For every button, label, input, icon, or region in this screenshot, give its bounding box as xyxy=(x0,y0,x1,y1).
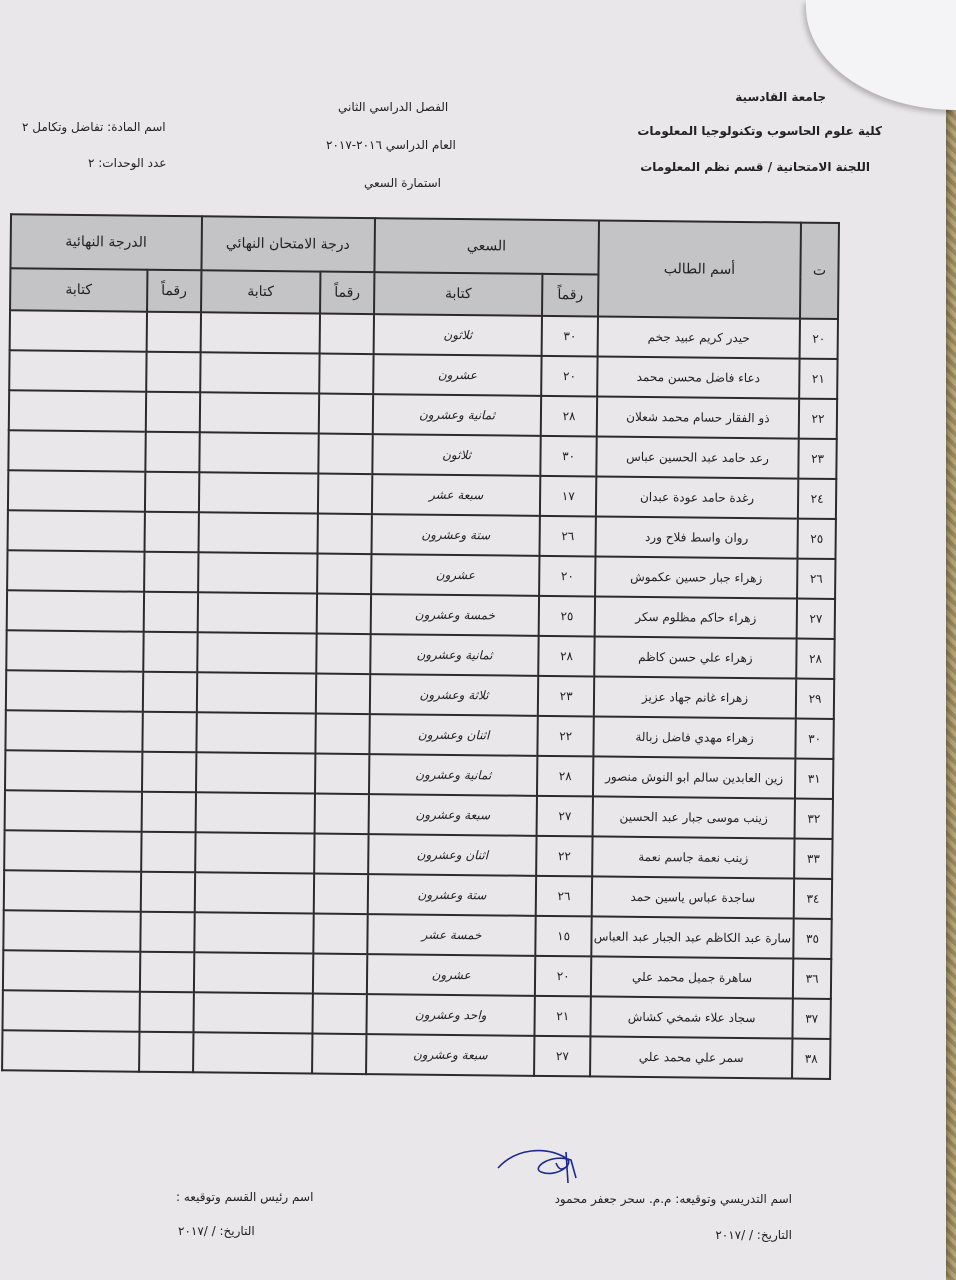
row-index: ٣١ xyxy=(795,759,833,799)
final-numeric xyxy=(142,792,196,833)
final-numeric xyxy=(141,872,195,913)
final-numeric xyxy=(144,592,198,633)
college-name: كلية علوم الحاسوب وتكنولوجيا المعلومات xyxy=(637,124,882,138)
effort-numeric: ٢٨ xyxy=(539,636,595,677)
exam-written xyxy=(199,392,319,433)
row-index: ٣٣ xyxy=(794,839,832,879)
university-name: جامعة القادسية xyxy=(735,90,826,104)
effort-numeric: ٣٠ xyxy=(542,316,598,357)
final-written xyxy=(5,750,142,791)
final-numeric xyxy=(145,472,199,513)
final-numeric xyxy=(142,712,196,753)
exam-numeric xyxy=(313,914,367,955)
row-index: ٣٤ xyxy=(794,879,832,919)
row-index: ٣٧ xyxy=(793,999,831,1039)
student-name: سمر علي محمد علي xyxy=(590,1036,793,1078)
student-name: زهراء مهدي فاضل زبالة xyxy=(593,716,796,758)
final-written xyxy=(9,390,146,431)
row-index: ٢١ xyxy=(799,359,837,399)
effort-numeric: ٢٦ xyxy=(536,876,592,917)
exam-written xyxy=(198,512,318,553)
col-name-header: أسم الطالب xyxy=(598,220,801,318)
exam-numeric xyxy=(315,794,369,835)
effort-numeric: ٢٢ xyxy=(537,836,593,877)
student-name: حيدر كريم عبيد جخم xyxy=(597,316,800,358)
student-name: ذو الفقار حسام محمد شعلان xyxy=(597,396,800,438)
student-name: رغدة حامد عودة عبدان xyxy=(596,476,799,518)
committee-name: اللجنة الامتحانية / قسم نظم المعلومات xyxy=(640,160,870,174)
row-index: ٢٩ xyxy=(796,679,834,719)
student-name: سجاد علاء شمخي كشاش xyxy=(590,996,793,1038)
exam-written xyxy=(193,992,313,1033)
teacher-signature-label: اسم التدريسي وتوقيعه: م.م. سحر جعفر محمود xyxy=(554,1192,792,1206)
effort-numeric: ١٥ xyxy=(536,916,592,957)
effort-numeric: ٢٠ xyxy=(535,956,591,997)
student-name: زهراء علي حسن كاظم xyxy=(594,636,797,678)
effort-numeric: ٢٢ xyxy=(538,716,594,757)
final-written xyxy=(8,470,145,511)
effort-written: اثنان وعشرون xyxy=(368,834,537,876)
exam-numeric xyxy=(318,514,372,555)
row-index: ٣٠ xyxy=(795,719,833,759)
final-written xyxy=(8,430,145,471)
semester: الفصل الدراسي الثاني xyxy=(338,100,449,114)
effort-numeric: ٢٦ xyxy=(540,516,596,557)
exam-written xyxy=(196,672,316,713)
form-title: استمارة السعي xyxy=(364,176,441,190)
exam-numeric xyxy=(314,834,368,875)
final-numeric-header: رقماً xyxy=(147,270,201,313)
col-final-exam-header: درجة الامتحان النهائي xyxy=(201,216,375,272)
final-written xyxy=(3,950,140,991)
final-written xyxy=(3,910,140,951)
exam-numeric xyxy=(318,474,372,515)
row-index: ٣٥ xyxy=(793,919,831,959)
final-numeric xyxy=(147,312,201,353)
head-signature-label: اسم رئيس القسم وتوقيعه : xyxy=(176,1190,314,1204)
row-index: ٢٤ xyxy=(798,479,836,519)
effort-numeric-header: رقماً xyxy=(542,274,598,317)
final-numeric xyxy=(146,392,200,433)
signature-image xyxy=(496,1138,586,1198)
effort-written: ستة وعشرون xyxy=(371,514,540,556)
effort-written: خمسة وعشرون xyxy=(370,594,539,636)
date-left: التاريخ: / /٢٠١٧ xyxy=(178,1224,255,1238)
exam-numeric xyxy=(319,394,373,435)
final-numeric xyxy=(142,752,196,793)
student-name: زين العابدين سالم ابو النوش منصور xyxy=(593,756,796,798)
exam-numeric xyxy=(314,874,368,915)
effort-written: سبعة وعشرون xyxy=(368,794,537,836)
effort-written: ثلاثة وعشرون xyxy=(370,674,539,716)
final-numeric xyxy=(139,1032,193,1073)
units-count: عدد الوحدات: ٢ xyxy=(88,156,167,170)
effort-numeric: ٢٨ xyxy=(541,396,597,437)
student-name: روان واسط فلاح ورد xyxy=(595,516,798,558)
student-name: زهراء جبار حسين عكموش xyxy=(595,556,798,598)
student-name: ساجدة عباس ياسين حمد xyxy=(592,876,795,918)
final-written xyxy=(6,670,143,711)
effort-written: اثنان وعشرون xyxy=(369,714,538,756)
academic-year: العام الدراسي ٢٠١٦-٢٠١٧ xyxy=(326,138,456,152)
grades-table xyxy=(1,213,840,1080)
student-name: سارة عبد الكاظم عبد الجبار عبد العباس xyxy=(591,916,794,958)
student-name: ساهرة جميل محمد علي xyxy=(591,956,794,998)
exam-numeric xyxy=(316,714,370,755)
exam-numeric xyxy=(317,594,371,635)
row-index: ٢٥ xyxy=(798,519,836,559)
effort-numeric: ٢٠ xyxy=(539,556,595,597)
effort-written: عشرون xyxy=(373,354,542,396)
effort-written: عشرون xyxy=(367,954,536,996)
table-row xyxy=(2,1030,830,1079)
final-written xyxy=(9,350,146,391)
final-numeric xyxy=(143,632,197,673)
student-name: رعد حامد عبد الحسين عباس xyxy=(596,436,799,478)
exam-numeric xyxy=(316,674,370,715)
col-index-header: ت xyxy=(800,223,839,319)
final-written xyxy=(4,830,141,871)
grades-table-body xyxy=(2,310,838,1079)
final-numeric xyxy=(140,912,194,953)
final-numeric xyxy=(145,432,199,473)
exam-numeric xyxy=(320,314,374,355)
final-numeric xyxy=(144,552,198,593)
effort-numeric: ٢٣ xyxy=(538,676,594,717)
date-right: التاريخ: / /٢٠١٧ xyxy=(715,1228,792,1242)
final-written-header: كتابة xyxy=(10,268,147,311)
exam-numeric xyxy=(318,434,372,475)
exam-written xyxy=(197,592,317,633)
final-numeric xyxy=(141,832,195,873)
exam-written xyxy=(193,1032,313,1073)
exam-written xyxy=(194,872,314,913)
exam-numeric xyxy=(316,634,370,675)
exam-written-header: كتابة xyxy=(201,270,321,313)
exam-numeric-header: رقماً xyxy=(320,272,374,315)
effort-numeric: ٣٠ xyxy=(541,436,597,477)
exam-written xyxy=(195,792,315,833)
final-written xyxy=(8,510,145,551)
final-written xyxy=(2,990,139,1031)
final-written xyxy=(2,1030,139,1071)
final-written xyxy=(4,870,141,911)
student-name: زينب نعمة جاسم نعمة xyxy=(592,836,795,878)
student-name: دعاء فاضل محسن محمد xyxy=(597,356,800,398)
effort-written-header: كتابة xyxy=(374,272,543,316)
effort-written: سبعة وعشرون xyxy=(366,1034,535,1076)
effort-written: ثلاثون xyxy=(373,314,542,356)
effort-written: ثمانية وعشرون xyxy=(372,394,541,436)
exam-written xyxy=(200,352,320,393)
exam-written xyxy=(194,912,314,953)
row-index: ٢٣ xyxy=(798,439,836,479)
row-index: ٢٧ xyxy=(797,599,835,639)
final-written xyxy=(10,310,147,351)
exam-written xyxy=(198,552,318,593)
exam-written xyxy=(199,432,319,473)
row-index: ٣٦ xyxy=(793,959,831,999)
row-index: ٢٢ xyxy=(799,399,837,439)
exam-written xyxy=(193,952,313,993)
final-numeric xyxy=(144,512,198,553)
col-effort-header: السعي xyxy=(374,218,599,274)
exam-numeric xyxy=(313,994,367,1035)
final-written xyxy=(7,550,144,591)
final-written xyxy=(5,790,142,831)
exam-written xyxy=(200,312,320,353)
effort-written: ستة وعشرون xyxy=(367,874,536,916)
student-name: زهراء غانم جهاد عزيز xyxy=(594,676,797,718)
final-written xyxy=(5,710,142,751)
exam-written xyxy=(195,832,315,873)
effort-written: سبعة عشر xyxy=(372,474,541,516)
row-index: ٣٢ xyxy=(795,799,833,839)
effort-numeric: ٢١ xyxy=(535,996,591,1037)
exam-numeric xyxy=(315,754,369,795)
col-final-grade-header: الدرجة النهائية xyxy=(10,214,201,270)
effort-numeric: ٢٧ xyxy=(534,1036,590,1077)
exam-numeric xyxy=(313,954,367,995)
row-index: ٢٠ xyxy=(800,319,838,359)
effort-written: ثمانية وعشرون xyxy=(370,634,539,676)
effort-written: واحد وعشرون xyxy=(366,994,535,1036)
final-numeric xyxy=(146,352,200,393)
exam-written xyxy=(199,472,319,513)
final-written xyxy=(7,590,144,631)
final-numeric xyxy=(139,992,193,1033)
effort-numeric: ٢٨ xyxy=(537,756,593,797)
row-index: ٢٦ xyxy=(797,559,835,599)
final-written xyxy=(6,630,143,671)
student-name: زينب موسى جبار عبد الحسين xyxy=(592,796,795,838)
effort-written: ثمانية وعشرون xyxy=(369,754,538,796)
effort-numeric: ٢٧ xyxy=(537,796,593,837)
exam-written xyxy=(196,712,316,753)
effort-written: ثلاثون xyxy=(372,434,541,476)
effort-numeric: ٢٠ xyxy=(542,356,598,397)
effort-numeric: ٢٥ xyxy=(539,596,595,637)
exam-numeric xyxy=(319,354,373,395)
effort-written: عشرون xyxy=(371,554,540,596)
exam-written xyxy=(196,752,316,793)
final-numeric xyxy=(140,952,194,993)
exam-written xyxy=(197,632,317,673)
exam-numeric xyxy=(312,1034,366,1075)
effort-numeric: ١٧ xyxy=(540,476,596,517)
exam-numeric xyxy=(317,554,371,595)
effort-written: خمسة عشر xyxy=(367,914,536,956)
row-index: ٢٨ xyxy=(796,639,834,679)
student-name: زهراء حاكم مظلوم سكر xyxy=(594,596,797,638)
final-numeric xyxy=(143,672,197,713)
row-index: ٣٨ xyxy=(792,1039,830,1079)
subject-name: اسم المادة: تفاضل وتكامل ٢ xyxy=(22,120,166,134)
